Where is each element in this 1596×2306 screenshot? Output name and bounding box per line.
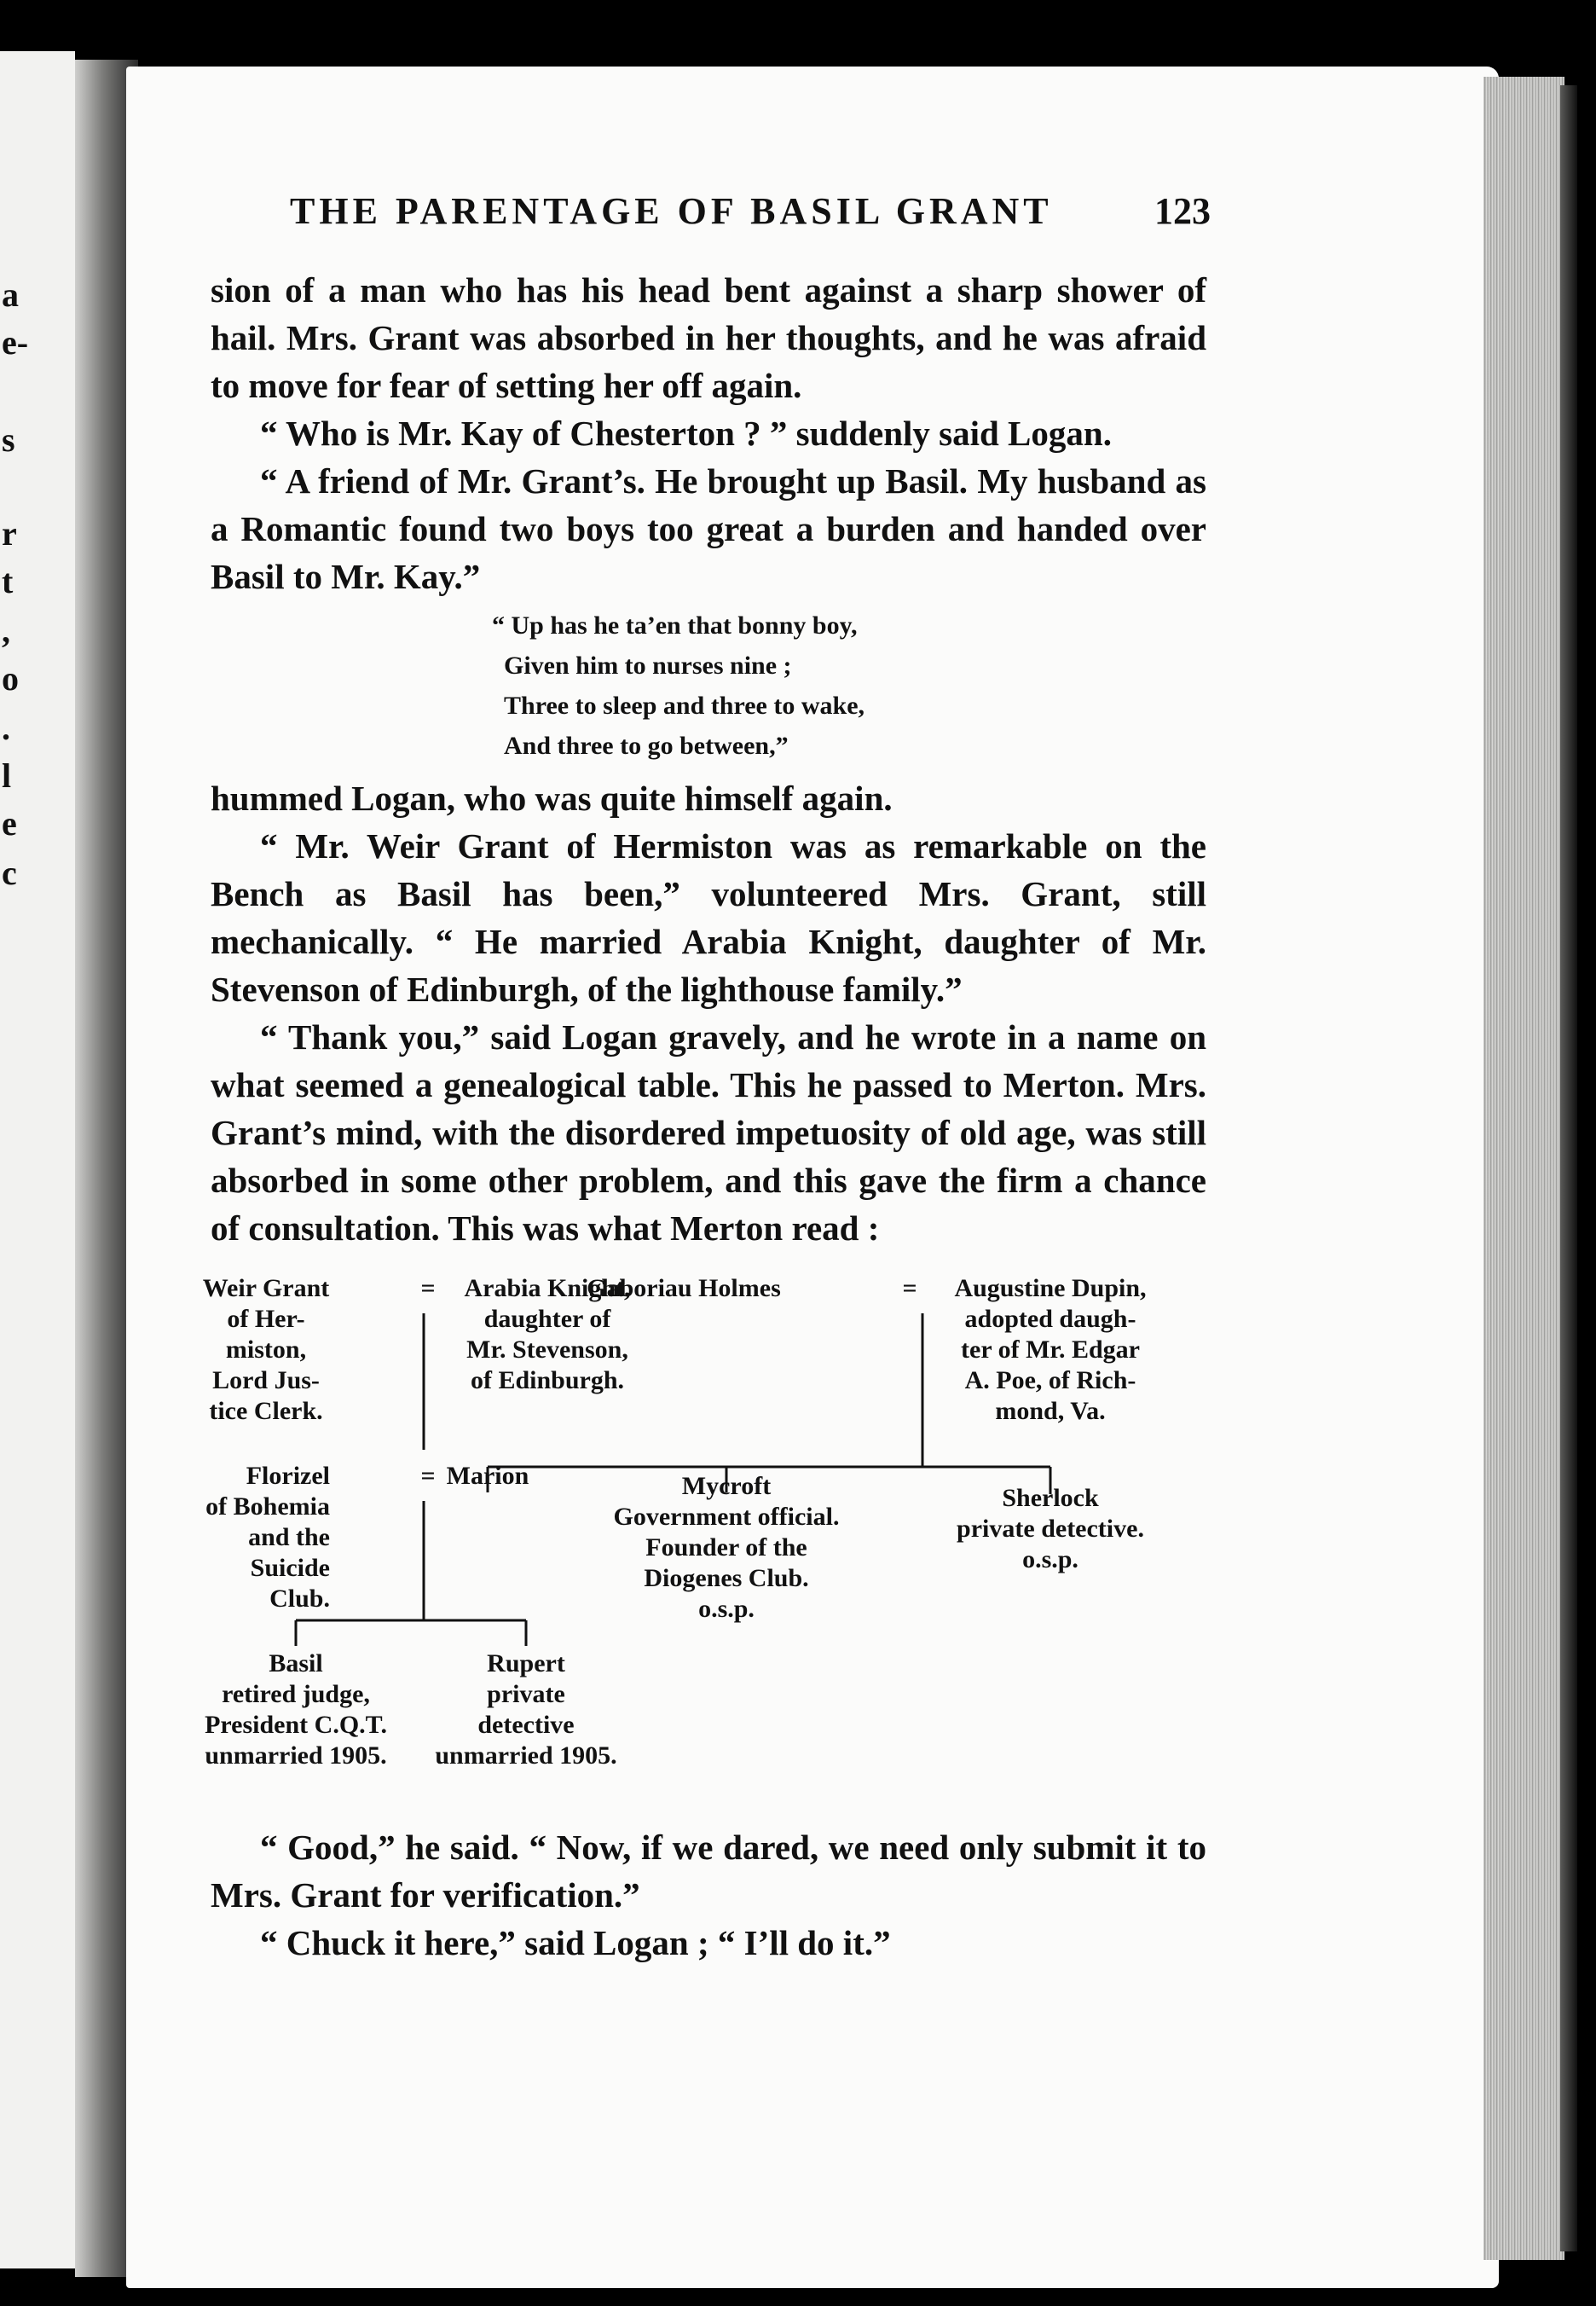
verse-line: “ Up has he ta’en that bonny boy, xyxy=(492,611,858,640)
genealogy-weir-grant-line: Weir Grant xyxy=(202,1274,330,1302)
left-page-char: l xyxy=(2,756,12,795)
paragraph: sion of a man who has his head bent against a sharp shower of hail. Mrs. Grant was absorbed in her thoughts, and he was afraid to move for fear of setting her off again. xyxy=(211,270,1206,405)
left-page-char: o xyxy=(2,659,19,698)
left-page-char: t xyxy=(2,562,14,600)
left-page-char: e- xyxy=(2,323,29,362)
genealogy-gaboriau-holmes-line: Gaboriau Holmes xyxy=(587,1274,781,1302)
genealogy-rupert-line: detective xyxy=(477,1711,575,1739)
genealogy-basil-line: President C.Q.T. xyxy=(205,1711,387,1739)
genealogy-arabia-knight-line: of Edinburgh. xyxy=(470,1366,625,1394)
verse-line: Three to sleep and three to wake, xyxy=(504,692,865,720)
marriage-sign: = xyxy=(902,1274,917,1302)
genealogy-basil-line: Basil xyxy=(269,1649,323,1677)
genealogy-weir-grant-line: Lord Jus- xyxy=(212,1366,320,1394)
left-page-fragment xyxy=(0,51,75,2268)
genealogy-mycroft-line: Mycroft xyxy=(681,1472,772,1500)
left-page-char: . xyxy=(2,709,10,747)
genealogy-augustine-dupin-line: A. Poe, of Rich- xyxy=(964,1366,1136,1394)
genealogy-sherlock-line: Sherlock xyxy=(1002,1484,1099,1512)
genealogy-rupert-line: unmarried 1905. xyxy=(435,1741,617,1770)
genealogy-florizel-line: Suicide xyxy=(250,1554,330,1582)
genealogy-arabia-knight-line: Arabia Knight, xyxy=(464,1274,631,1302)
left-page-char: c xyxy=(2,854,17,892)
genealogy-arabia-knight-line: daughter of xyxy=(483,1305,611,1333)
genealogy-basil-line: unmarried 1905. xyxy=(205,1741,387,1770)
genealogy-rupert-line: private xyxy=(487,1680,565,1708)
left-page-char: , xyxy=(2,611,10,650)
genealogy-florizel-line: of Bohemia xyxy=(205,1492,330,1521)
page-edges xyxy=(1483,77,1564,2260)
verse-line: And three to go between,” xyxy=(504,732,789,760)
genealogy-augustine-dupin-line: adopted daugh- xyxy=(964,1305,1136,1333)
genealogy-mycroft-line: Government official. xyxy=(613,1503,840,1531)
verse-quotation xyxy=(492,605,1206,766)
paragraph: “ Thank you,” said Logan gravely, and he wrote in a name on what seemed a genealogical table. This he passed to Merton. Mrs. Grant’s mind, with the disordered impetuosity of old age, was still absorbed in some other problem, and this gave the firm a chance of consultation. This was what Merton read : xyxy=(211,1017,1206,1248)
running-title: THE PARENTAGE OF BASIL GRANT xyxy=(290,190,1053,232)
genealogy-arabia-knight-line: Mr. Stevenson, xyxy=(466,1336,628,1364)
paragraph: “ Good,” he said. “ Now, if we dared, we need only submit it to Mrs. Grant for verification.” xyxy=(211,1828,1206,1915)
genealogy-florizel-line: Club. xyxy=(269,1585,330,1613)
left-page-char: s xyxy=(2,420,15,459)
genealogy-weir-grant-line: tice Clerk. xyxy=(209,1397,323,1425)
genealogy-florizel-line: and the xyxy=(248,1523,330,1551)
body-text xyxy=(202,266,1206,1967)
genealogy-augustine-dupin-line: mond, Va. xyxy=(995,1397,1106,1425)
genealogy-mycroft-line: o.s.p. xyxy=(698,1595,755,1623)
genealogy-sherlock-line: private detective. xyxy=(957,1515,1144,1543)
paragraph: “ A friend of Mr. Grant’s. He brought up Basil. My husband as a Romantic found two boys too great a burden and handed over Basil to Mr. Kay.” xyxy=(211,461,1206,596)
left-page-char: a xyxy=(2,275,19,314)
paragraph: hummed Logan, who was quite himself again. xyxy=(211,779,893,818)
marriage-sign: = xyxy=(420,1462,436,1490)
marriage-sign: = xyxy=(420,1274,436,1302)
page-edge-shadow xyxy=(1560,85,1577,2251)
genealogical-table xyxy=(202,1271,1206,1808)
verse-line: Given him to nurses nine ; xyxy=(504,652,792,680)
left-page-char: r xyxy=(2,514,17,553)
genealogy-marion-line: Marion xyxy=(446,1462,529,1490)
paragraph: “ Mr. Weir Grant of Hermiston was as remarkable on the Bench as Basil has been,” volunteered Mrs. Grant, still mechanically. “ He married Arabia Knight, daughter of Mr. Stevenson of Edinburgh, of the lighthouse family.” xyxy=(211,826,1206,1009)
genealogy-augustine-dupin-line: Augustine Dupin, xyxy=(954,1274,1147,1302)
genealogy-rupert-line: Rupert xyxy=(487,1649,565,1677)
left-page-char: e xyxy=(2,804,17,843)
running-head xyxy=(290,189,1211,240)
page-number: 123 xyxy=(1154,190,1211,232)
genealogy-mycroft-line: Founder of the xyxy=(645,1533,807,1561)
genealogy-sherlock-line: o.s.p. xyxy=(1022,1545,1078,1573)
genealogy-weir-grant-line: of Her- xyxy=(227,1305,305,1333)
genealogy-weir-grant-line: miston, xyxy=(225,1336,307,1364)
genealogy-florizel-line: Florizel xyxy=(246,1462,330,1490)
genealogy-basil-line: retired judge, xyxy=(222,1680,370,1708)
genealogy-diagram xyxy=(202,1271,1206,1808)
paragraph: “ Who is Mr. Kay of Chesterton ? ” suddenly said Logan. xyxy=(260,414,1112,453)
genealogy-augustine-dupin-line: ter of Mr. Edgar xyxy=(961,1336,1140,1364)
genealogy-mycroft-line: Diogenes Club. xyxy=(644,1564,809,1592)
paragraph: “ Chuck it here,” said Logan ; “ I’ll do it.” xyxy=(260,1923,891,1962)
